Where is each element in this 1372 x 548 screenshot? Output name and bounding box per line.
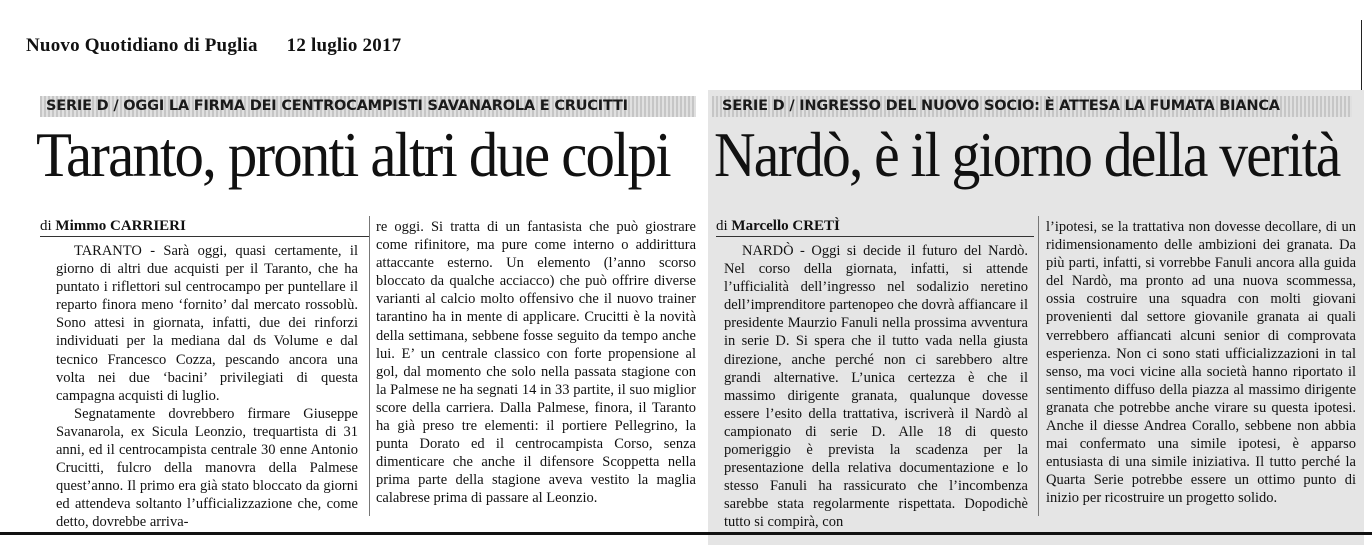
column-divider (369, 216, 370, 516)
byline-prefix: di (716, 218, 728, 234)
article-nardo (708, 90, 1364, 545)
article-column-2 (376, 218, 696, 508)
byline (40, 218, 186, 235)
byline (716, 218, 840, 235)
paragraph: re oggi. Si tratta di un fantasista che può giostrare come rifinitore, ma pure come interno o addirittura attaccante esterno. Un elemento (l’anno scorso bloccato da qualche acciacco) che può offrire diverse varianti al calcio molto offensivo che il nuovo trainer tarantino ha in mente di applicare. Crucitti è la novità della settimana, sebbene fosse seguito da tempo anche lui. E’ un centrale classico con forte propensione al gol, dal momento che solo nella passata stagione con la Palmese ne ha segnati 14 in 33 partite, il suo miglior score della carriera. Dalla Palmese, finora, il Taranto ha già preso tre elementi: il portiere Pellegrino, la punta Dorato ed il centrocampista Corso, senza dimenticare che anche il difensore Scoppetta nella prima parte della stagione aveva vestito la maglia calabrese prima di passare al Leonzio. (376, 219, 696, 507)
bottom-rule (0, 532, 1372, 535)
paragraph: NARDÒ - Oggi si decide il futuro del Nardò. Nel corso della giornata, infatti, si attende l’ufficialità dell’ingresso nel sodalizio neretino dell’imprenditore partenopeo che dovrà affiancare il presidente Maurzio Fanuli nella prossima avventura in serie D. Si spera che il tutto vada nella giusta direzione, anche perché non ci sarebbero altre grandi alternative. L’unica certezza è che il massimo dirigente granata, qualunque dovesse essere l’esito della trattativa, iscriverà il Nardò al campionato di serie D. Alle 18 di questo pomeriggio è prevista la scadenza per la presentazione della relativa documentazione e lo stesso Fanuli ha rassicurato che l’incombenza sarebbe stata regolarmente rispettata. Dopodichè tutto si compirà, con (724, 243, 1028, 531)
author-name: Marcello CRETÌ (731, 218, 840, 234)
byline-prefix: di (40, 218, 52, 234)
paragraph: TARANTO - Sarà oggi, quasi certamente, il giorno di altri due acquisti per il Taranto, che ha puntato i riflettori sul centrocampo per puntellare il reparto finora meno ‘fornito’ dal mercato rossoblù. Sono attesi in giornata, infatti, due dei rinforzi individuati per la mediana dal ds Volume e dal tecnico Francesco Cozza, pescando ancora una volta nei due ‘bacini’ privilegiati di questa campagna acquisti di luglio. (56, 243, 358, 404)
article-taranto (24, 90, 704, 545)
byline-divider (40, 236, 370, 237)
publication-date: 12 luglio 2017 (286, 35, 402, 56)
author-name: Mimmo CARRIERI (55, 218, 186, 234)
article-column-2 (1046, 218, 1356, 508)
article-headline: Taranto, pronti altri due colpi (36, 120, 670, 190)
paragraph: Segnatamente dovrebbero firmare Giuseppe Savanarola, ex Sicula Leonzio, trequartista di 31 anni, ed il centrocampista centrale 30 enne Antonio Crucitti, fulcro della manovra della Palmese quest’anno. Il primo era già stato bloccato da giorni ed attendeva soltanto l’ufficializzazione che, come detto, dovrebbe arriva- (56, 405, 358, 531)
article-column-1 (56, 242, 358, 532)
article-kicker: SERIE D / INGRESSO DEL NUOVO SOCIO: È ATTESA LA FUMATA BIANCA (712, 96, 1352, 117)
newspaper-name: Nuovo Quotidiano di Puglia (26, 35, 258, 56)
byline-divider (716, 236, 1034, 237)
article-kicker: SERIE D / OGGI LA FIRMA DEI CENTROCAMPISTI SAVANAROLA E CRUCITTI (40, 96, 696, 117)
column-divider (1038, 216, 1039, 516)
article-headline: Nardò, è il giorno della verità (714, 120, 1340, 190)
source-line (26, 35, 401, 57)
article-column-1 (724, 242, 1028, 532)
paragraph: l’ipotesi, se la trattativa non dovesse decollare, di un ridimensionamento delle ambizioni dei granata. Da più parti, infatti, si vorrebbe Fanuli ancora alla guida del Nardò, ma pronto ad una nuova scommessa, ossia costruire una squadra con molti giovani provenienti dal settore giovanile granata ai quali verrebbero affiancati alcuni senior di comprovata esperienza. Non ci sono stati ufficializzazioni in tal senso, ma voci vicine alla società hanno riportato il sentimento diffuso della piazza al massimo dirigente granata che potrebbe anche virare su questa ipotesi. Anche il diesse Andrea Corallo, sebbene non abbia mai confermato una simile ipotesi, è apparso entusiasta di una simile iniziativa. Il tutto perché la Quarta Serie potrebbe essere un ottimo punto di inizio per ricostruire un progetto solido. (1046, 219, 1356, 507)
